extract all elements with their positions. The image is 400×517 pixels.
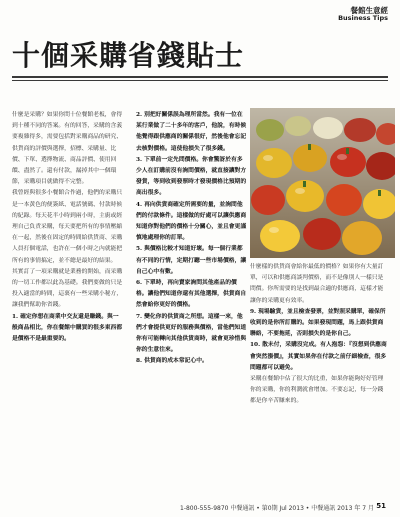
tip-paragraph: 4. 再向供貨商確定所需要的量，並詢問他們的付款條件。這樣做的好處可以讓供應商知道你對他們的價格十分關心，並且會更謹慎地處理你的訂單。 [136, 201, 247, 242]
paragraph: 采購在餐館中佔了很大的比重，如果你能夠好好管理你的采購，你的利潤就會增加。不要忘記，每一分錢都是你辛苦賺來的。 [250, 376, 384, 405]
text-column-3 [250, 262, 388, 408]
page-number: 51 [376, 502, 386, 510]
article-title: 十個采購省錢貼士 [12, 39, 245, 72]
tip-paragraph: 6. 下單時，再向賣家詢問其他產品的價格。讓他們知道你還有其他選擇，供貨商自然會給你更好的價格。 [136, 280, 247, 309]
section-tag [338, 6, 388, 23]
tip-paragraph: 1. 確定你想在商業中交友還是賺錢。與一般商品相比，你在餐館中購買的很多東西都是價格不是最重要的。 [12, 313, 123, 343]
title-rule-thin [12, 80, 388, 81]
text-column-2 [136, 110, 248, 368]
paragraph: 什麼是采購？如果你問十位餐館老板，會得到十種不同的答案。有的回答，采購的含義要複雜得多，需要包括對采購商品的研究、供貨商的評價與選擇，招標、采購量、比價、下單、選擇物流、商品評價、使用回饋、盡然了。還有付款，漏掉其中一個環節，采購項目就做得不完整。 [12, 112, 123, 186]
paragraph: 其實訂了一項采購就是業務的開始，而采購的一切工作都以此為基礎。我們要做的只是投入適當的時間，這裏有一些采購小秘方，讓我們幫助你省錢。 [12, 268, 123, 309]
tip-paragraph: 2. 別把好關係誤為理所當然。我有一位在某行業做了二十多年的客戶，他說，有時候他覺得跟供應商的關係很好，然後他會忘記去核對價格。這使他損失了很多錢。 [136, 112, 247, 152]
section-title-en: Business Tips [338, 14, 388, 22]
tip-paragraph: 7. 變化你的供貨商之所想。這樣一來，他們才會提供更好的服務與價格，當他們知道你有可能轉向其他供貨商時，就會更珍惜與你的生意往來。 [136, 313, 247, 354]
peppers-illustration [250, 108, 395, 258]
paragraph: 什麼樣的供貨商會給你最低的價格？如果你有大量訂單，可以和供應商談判價格，而不是像別人一樣只是問價。你所需要的是找到最合適的供應商，這樣才能讓你的采購更有效率。 [250, 264, 384, 304]
footer-meta: 1-800-555-9870 中餐通訊 • 第0期 Jul 2013 • 中餐通訊 2013 年 7 月 [180, 505, 374, 512]
produce-photo [250, 108, 395, 258]
tip-paragraph: 8. 供貨商的成本常記心中。 [136, 358, 208, 365]
tip-paragraph: 3. 下單前一定先問價格。你會驚訝於有多少人在訂購前沒有詢問價格，就直接讓對方發貨，等到收到發票時才發現價格比預期的高出很多。 [136, 156, 247, 197]
paragraph: 我曾經與很多小餐館合作過，他們的采購只是一本黃色的便簽紙、電話號碼、付款時候的紀錄。每天花半小時到兩小時，主廚或經理自己負責采購，每天要把所有的事情壓縮在一起，然後在固定的時間給供貨商、采購人員打個電話，也許在一個小時之內就能把所有的事情搞定，並不總是最好的結果。 [12, 190, 123, 264]
tip-paragraph: 10. 散未付，采購沒完成。有人抱怨：『沒想到供應商會突然漲價』，其實如果你在付款之前仔細檢查，很多問題都可以避免。 [250, 342, 387, 371]
text-column-1 [12, 110, 124, 345]
tip-paragraph: 5. 與價格比較才知道好壞。每一個行業都有不同的行情，定期打聽一些市場價格，讓自己心中有數。 [136, 246, 247, 275]
section-title-zh: 餐館生意經 [350, 6, 388, 15]
tip-paragraph: 9. 現場驗貨，並且檢查發票，並對照采購單，確保所收到的是你所訂購的。如果發現問題，馬上跟供貨商聯絡，不要拖延，否則損失的是你自己。 [250, 308, 386, 338]
title-rule [12, 76, 388, 78]
